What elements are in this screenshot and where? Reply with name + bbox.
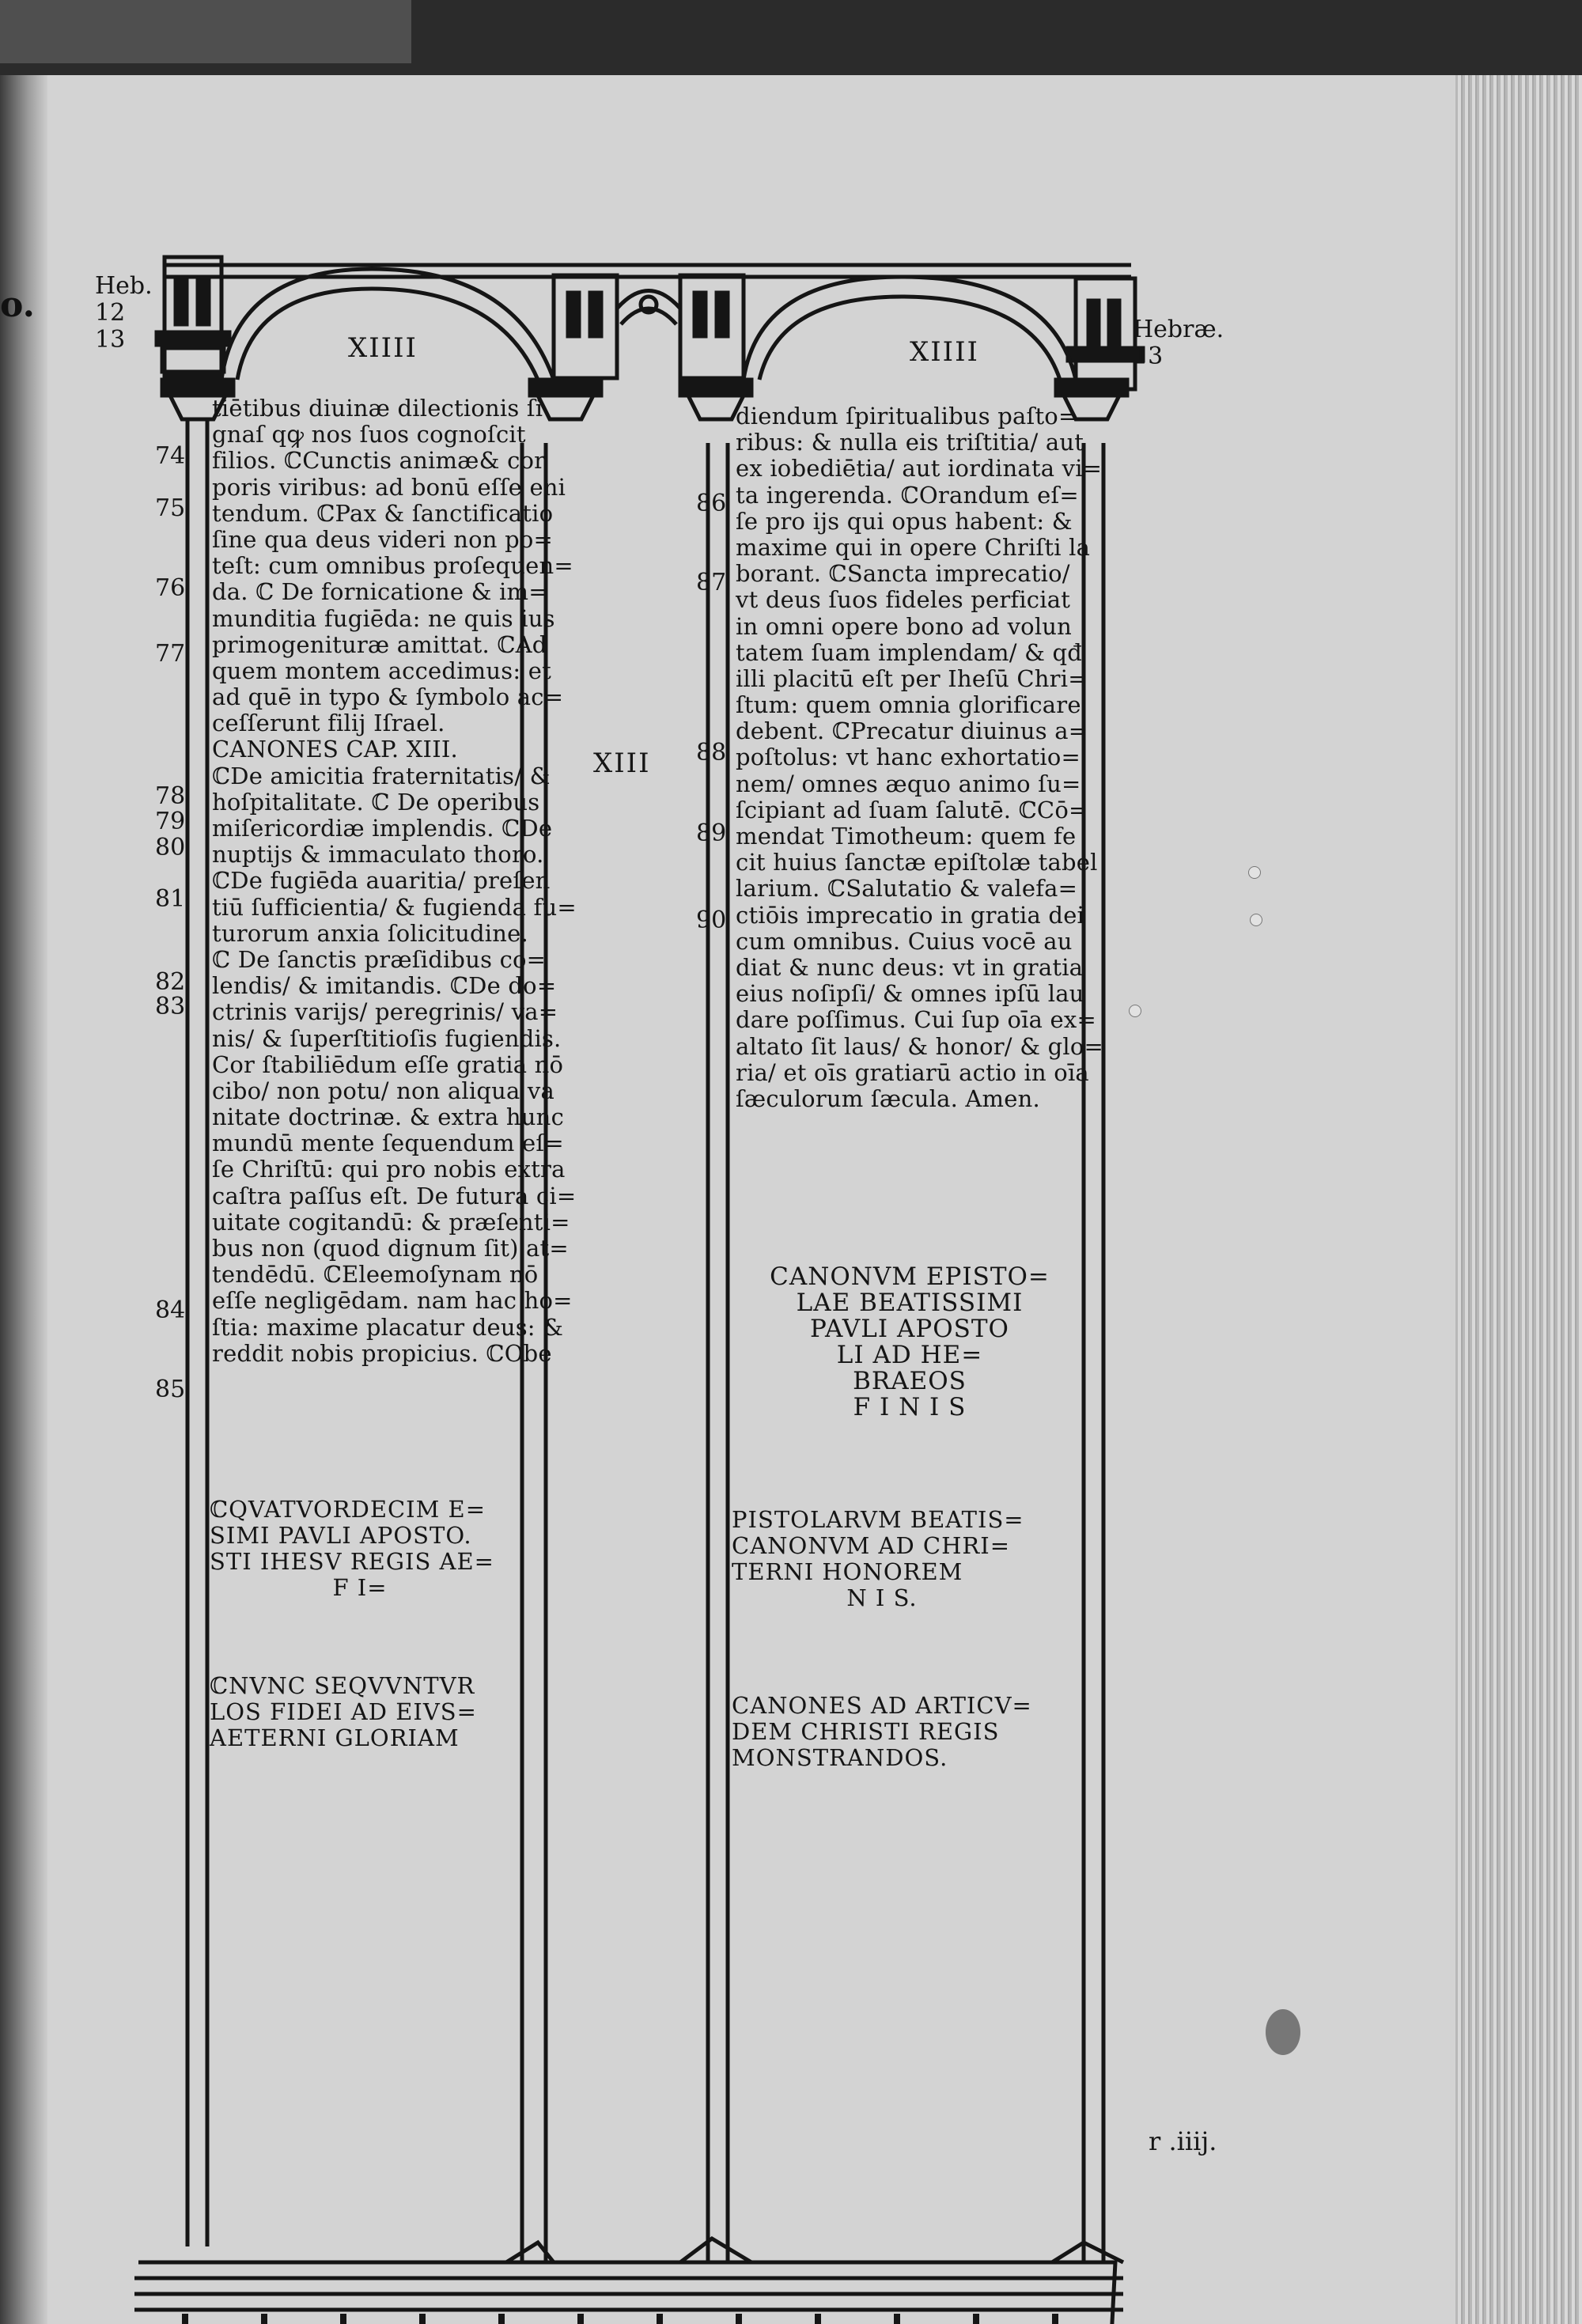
text-line: ceſſerunt filij Iſrael.	[212, 710, 445, 737]
text-line: ℂDe amicitia fraternitatis/ &	[212, 762, 551, 789]
text-line: eius noſipſi/ & omnes ipſū lau	[736, 980, 1084, 1008]
colophon-line: F I N I S	[853, 1393, 967, 1421]
colophon-line: PAVLI APOSTO	[810, 1315, 1009, 1343]
title-line: STI IHESV REGIS AE=	[210, 1548, 494, 1575]
title-line: CANONES AD ARTICV=	[732, 1692, 1032, 1719]
text-line: nuptijs & immaculato thoro.	[212, 841, 544, 869]
text-line: ad quē in typo & ſymbolo ac=	[212, 683, 564, 711]
text-line: teſt: cum omnibus proſequen=	[212, 552, 573, 580]
title-line: CANONVM AD CHRI=	[732, 1532, 1010, 1559]
text-line: Cor ſtabiliēdum eſſe gratia nō	[212, 1050, 564, 1078]
paper-hole	[1250, 914, 1262, 926]
text-line: ctiōis imprecatio in gratia dei	[736, 901, 1085, 929]
text-line: debent. ℂPrecatur diuinus a=	[736, 717, 1088, 745]
canon-number: 85	[155, 1376, 186, 1403]
text-line: larium. ℂSalutatio & valefa=	[736, 875, 1078, 903]
text-line: diendum ſpiritualibus paſto=	[736, 403, 1078, 430]
left-column-number: XIIII	[348, 332, 418, 364]
ink-blot	[1266, 2009, 1300, 2055]
text-line: ſine qua deus videri non po=	[212, 525, 554, 553]
text-line: bus non (quod dignum ſit) at=	[212, 1235, 569, 1262]
text-line: in omni opere bono ad volun	[736, 612, 1073, 640]
text-line: vt deus ſuos fideles perficiat	[736, 586, 1071, 614]
text-line: tiū ſufficientia/ & fugienda fu=	[212, 893, 577, 921]
text-line: borant. ℂSancta imprecatio/	[736, 560, 1070, 588]
text-line: tendum. ℂPax & ſanctificatio	[212, 499, 554, 527]
canon-number: 79	[155, 808, 186, 835]
text-line: ſtia: maxime placatur deus: &	[212, 1313, 564, 1341]
text-line: da. ℂ De fornicatione & im=	[212, 578, 548, 606]
canon-number: 83	[155, 993, 186, 1020]
text-line: mendat Timotheum: quem fe	[736, 823, 1077, 850]
canon-number: 74	[155, 442, 186, 470]
right-margin-reference	[1133, 316, 1224, 370]
signature-mark: r .iiij.	[1149, 2126, 1217, 2156]
text-line: cibo/ non potu/ non aliqua va	[212, 1077, 554, 1104]
text-line: poris viribus: ad bonū eſſe eni	[212, 473, 566, 501]
text-line: turorum anxia ſolicitudine.	[212, 919, 528, 947]
text-line: lendis/ & imitandis. ℂDe do=	[212, 972, 557, 1000]
text-line: dare poſſimus. Cui ſup oīa ex=	[736, 1006, 1096, 1034]
text-line: maxime qui in opere Chriſti la	[736, 533, 1091, 561]
title-line: ℂQVATVORDECIM E=	[210, 1496, 486, 1523]
title-line: DEM CHRISTI REGIS	[732, 1718, 1000, 1745]
text-line: mundū mente ſequendum eſ=	[212, 1130, 564, 1157]
text-line: ℂ De ſanctis præſidibus co=	[212, 945, 547, 973]
middle-column-number: XIII	[593, 748, 651, 779]
next-section-title-left	[210, 1673, 477, 1751]
colophon-line: CANONVM EPISTO=	[770, 1262, 1050, 1291]
left-ref-ch2: 13	[95, 326, 126, 354]
text-line: ſæculorum ſæcula. Amen.	[736, 1084, 1040, 1112]
text-line: tendēdū. ℂEleemoſynam nō	[212, 1261, 539, 1289]
canon-number: 76	[155, 574, 186, 602]
canon-number: 87	[696, 569, 727, 596]
canon-number: 90	[696, 907, 727, 934]
text-line: ex iobediētia/ aut iordinata vi=	[736, 455, 1103, 483]
canon-number: 89	[696, 819, 727, 847]
finis-colophon	[736, 1264, 1084, 1421]
text-line: ſcipiant ad ſuam ſalutē. ℂCō=	[736, 796, 1088, 823]
title-line: F I=	[332, 1574, 388, 1601]
text-line: ria/ et oīs gratiarū actio in oīa	[736, 1058, 1089, 1086]
canon-number: 81	[155, 885, 186, 913]
text-line: munditia fugiēda: ne quis ius	[212, 604, 555, 632]
paper-hole	[1248, 866, 1261, 879]
text-line: nis/ & ſuperſtitioſis fugiendis.	[212, 1024, 562, 1052]
paper-hole	[1129, 1005, 1141, 1017]
text-line: illi placitū eſt per Iheſū Chri=	[736, 664, 1088, 692]
title-line: PISTOLARVM BEATIS=	[732, 1506, 1024, 1533]
text-line: filios. ℂCunctis animæ& cor	[212, 447, 546, 475]
text-line: nem/ omnes æquo animo ſu=	[736, 770, 1081, 797]
right-column-number: XIIII	[910, 336, 979, 368]
title-line: MONSTRANDOS.	[732, 1744, 948, 1771]
text-line: tiētibus diuinæ dilectionis ſi	[212, 395, 543, 422]
text-line: cum omnibus. Cuius vocē au	[736, 927, 1073, 955]
colophon-line: LI AD HE=	[836, 1341, 983, 1369]
colophon-line: LAE BEATISSIMI	[796, 1289, 1024, 1317]
text-line: cit huius ſanctæ epiſtolæ tabel	[736, 849, 1098, 876]
text-line: ribus: & nulla eis triſtitia/ aut	[736, 429, 1084, 456]
canon-number: 88	[696, 739, 727, 766]
canon-number: 80	[155, 834, 186, 861]
text-line: hoſpitalitate. ℂ De operibus	[212, 788, 540, 816]
right-column-text	[736, 403, 1103, 1112]
text-line: primogenituræ amittat. ℂAd	[212, 630, 547, 658]
text-line: tatem ſuam implendam/ & qđ	[736, 638, 1083, 666]
closing-title-right	[732, 1507, 1032, 1611]
text-line: nitate doctrinæ. & extra hunc	[212, 1103, 565, 1131]
closing-title-left	[210, 1497, 510, 1601]
text-line: altato ſit laus/ & honor/ & glo=	[736, 1032, 1104, 1060]
canon-number: 77	[155, 640, 186, 668]
canon-number: 82	[155, 968, 186, 996]
chapter-heading: CANONES CAP. XIII.	[212, 736, 458, 763]
text-line: quem montem accedimus: et	[212, 657, 551, 684]
gutter-fragment: o.	[0, 285, 35, 325]
colophon-line: BRAEOS	[853, 1367, 967, 1395]
canon-number: 78	[155, 782, 186, 810]
text-line: ſe pro ijs qui opus habent: &	[736, 507, 1073, 535]
text-line: ℂDe fugiēda auaritia/ preſen	[212, 867, 551, 895]
left-margin-reference	[95, 273, 153, 354]
text-line: ctrinis varijs/ peregrinis/ va=	[212, 998, 558, 1026]
left-ref-book: Heb.	[95, 272, 153, 300]
next-section-title-right	[732, 1693, 1032, 1771]
title-line: N I S.	[846, 1584, 918, 1611]
title-line: AETERNI GLORIAM	[210, 1724, 460, 1751]
left-column-text	[212, 396, 577, 1367]
text-line: poſtolus: vt hanc exhortatio=	[736, 744, 1081, 771]
text-line: reddit nobis propicius. ℂObe	[212, 1339, 552, 1367]
text-line: ſe Chriſtū: qui pro nobis extra	[212, 1156, 566, 1183]
title-line: LOS FIDEI AD EIVS=	[210, 1698, 477, 1725]
right-ref-book: Hebræ.	[1133, 316, 1224, 343]
text-line: gnaſ qꝙ nos ſuos cognoſcit	[212, 421, 526, 449]
canon-number: 86	[696, 490, 727, 517]
text-line: miſericordiæ implendis. ℂDe	[212, 815, 553, 842]
text-line: uitate cogitandū: & præſenti=	[212, 1208, 570, 1236]
canon-number: 84	[155, 1296, 186, 1324]
title-line: ℂNVNC SEQVVNTVR	[210, 1672, 475, 1699]
title-line: SIMI PAVLI APOSTO.	[210, 1522, 472, 1549]
text-line: ta ingerenda. ℂOrandum eſ=	[736, 481, 1079, 509]
text-line: diat & nunc deus: vt in gratia	[736, 953, 1084, 981]
title-line: TERNI HONOREM	[732, 1558, 963, 1585]
left-ref-ch1: 12	[95, 299, 126, 327]
text-line: caſtra paſſus eſt. De futura ci=	[212, 1182, 577, 1209]
text-line: eſſe negligēdam. nam hac ho=	[212, 1287, 573, 1315]
canon-number: 75	[155, 494, 186, 522]
right-ref-ch: 13	[1133, 343, 1164, 370]
text-line: ſtum: quem omnia glorificare	[736, 691, 1081, 719]
